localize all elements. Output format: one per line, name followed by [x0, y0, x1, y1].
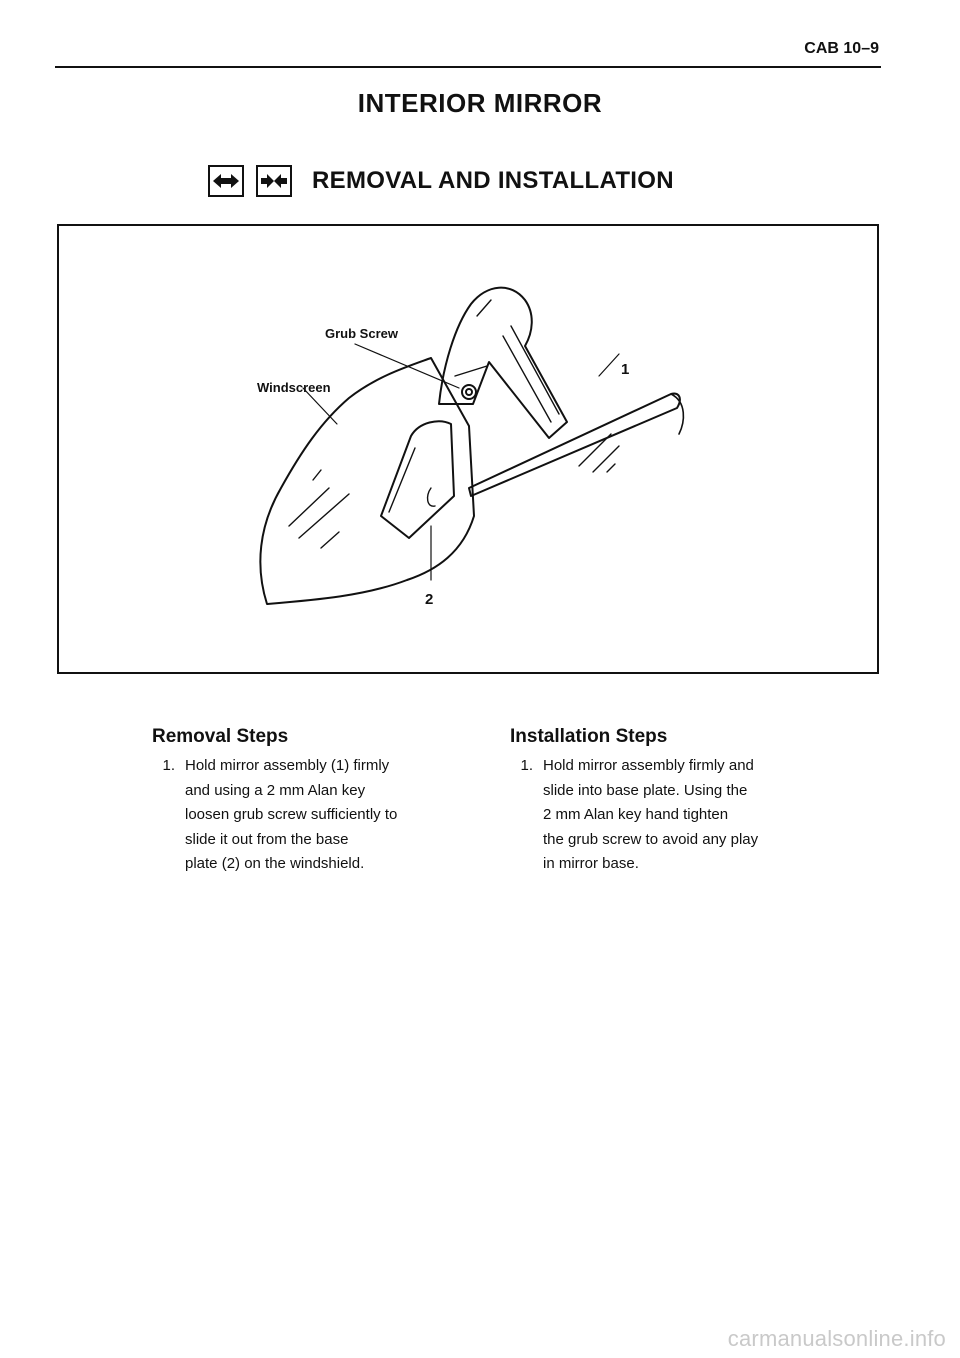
watermark: carmanualsonline.info [727, 1326, 946, 1351]
section-header [208, 162, 674, 200]
step-number: 1. [520, 757, 533, 774]
page-header [55, 38, 881, 68]
step-text: Hold mirror assembly (1) firmly and using a 2 mm Alan key loosen grub screw sufficiently to slide it out from the base plate (2) on the windshield. [185, 757, 398, 872]
step-number: 1. [162, 757, 175, 774]
callout-1: 1 [621, 361, 630, 378]
removal-steps [152, 726, 482, 877]
installation-heading: Installation Steps [510, 726, 668, 747]
label-grub-screw: Grub Screw [325, 326, 398, 341]
mirror-glass [469, 394, 680, 496]
callout-2: 2 [425, 591, 434, 608]
page-number: CAB 10–9 [804, 40, 879, 57]
mirror-illustration [57, 224, 879, 674]
section-title: REMOVAL AND INSTALLATION [312, 167, 674, 194]
installation-arrows-icon [256, 165, 292, 197]
base-plate [381, 421, 454, 538]
page-title: INTERIOR MIRROR [357, 88, 603, 118]
removal-step [152, 754, 482, 877]
installation-step [510, 754, 840, 877]
label-windscreen: Windscreen [257, 380, 331, 395]
removal-heading: Removal Steps [152, 726, 289, 747]
installation-steps [510, 726, 840, 877]
removal-arrows-icon [208, 165, 244, 197]
step-text: Hold mirror assembly firmly and slide into base plate. Using the 2 mm Alan key hand tighten the grub screw to avoid any play in mirror base. [543, 757, 759, 872]
